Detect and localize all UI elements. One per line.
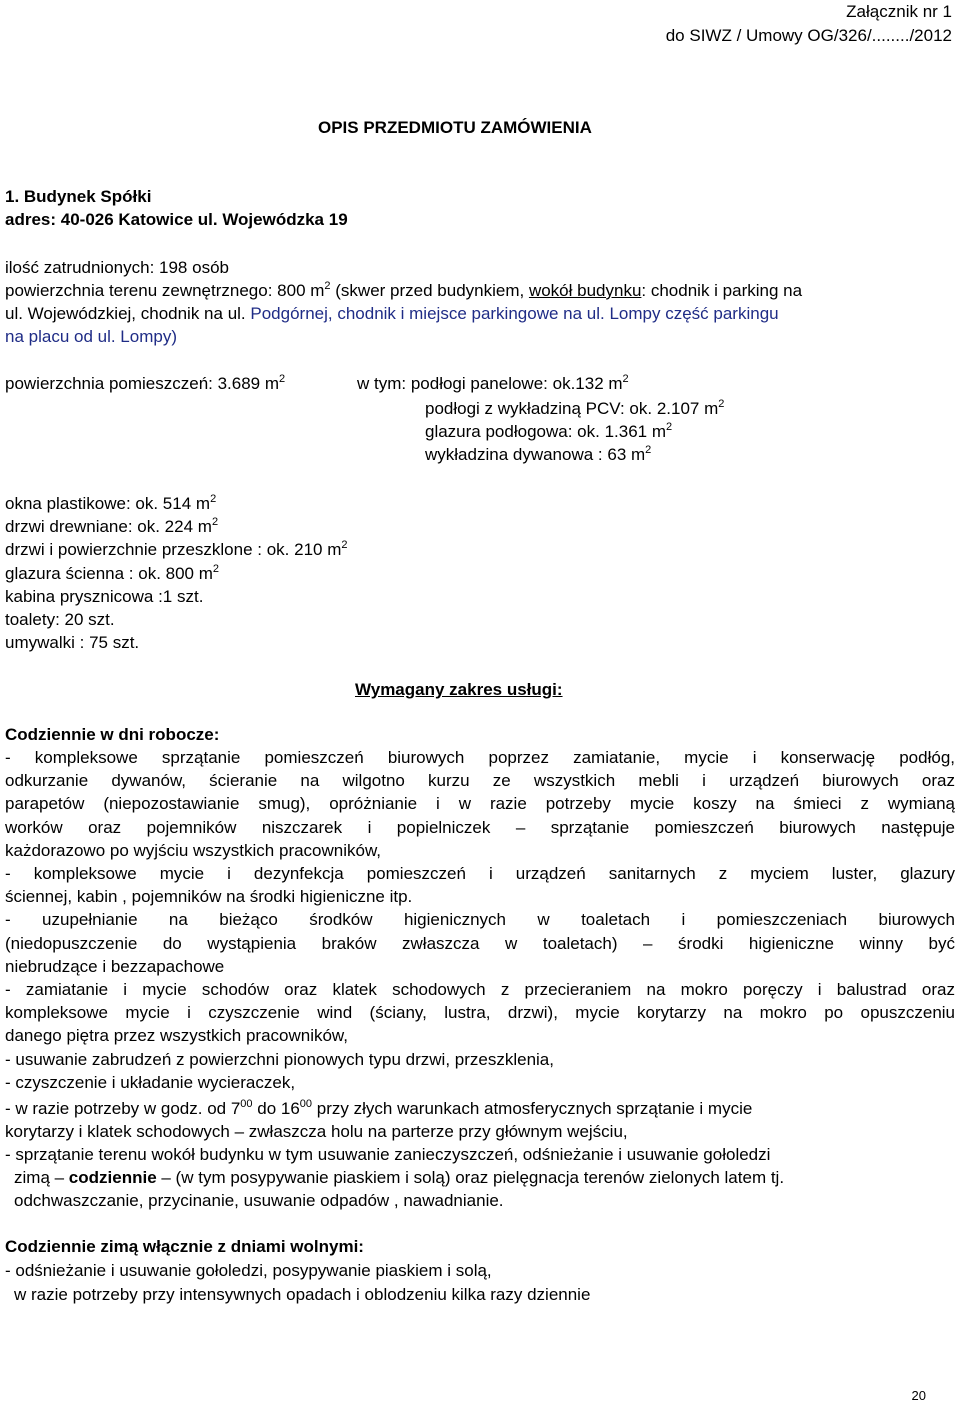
- list-item: wykładzina dywanowa : 63 $m^2$: [425, 444, 652, 464]
- paragraph-line: - kompleksowe sprzątanie pomieszczeń biurowych poprzez zamiatanie, mycie i konserwację podłóg,: [5, 748, 955, 767]
- page-number: 20: [911, 1388, 926, 1403]
- snow-line-3: odchwaszczanie, przycinanie, usuwanie odpadów , nawadnianie.: [14, 1191, 504, 1210]
- paragraph-line: - zamiatanie i mycie schodów oraz klatek schodowych z przecieraniem na mokro poręczy i balustrad oraz: [5, 980, 955, 1000]
- hours-line: - w razie potrzeby w godz. od $7^{00}$ do $16^{00}$ przy złych warunkach atmosferycznych sprzątanie i mycie: [5, 1098, 753, 1118]
- rooms-breakdown-list: [425, 397, 724, 466]
- building-section: [5, 185, 348, 231]
- paragraph-line: danego piętra przez wszystkich pracowników,: [5, 1026, 348, 1046]
- scope-title: Wymagany zakres usługi:: [355, 680, 563, 699]
- attachment-label: [666, 0, 952, 48]
- paragraph-line: ściennej, kabin , pojemników na środki higieniczne itp.: [5, 887, 413, 907]
- rooms-area: powierzchnia pomieszczeń: 3.689 $m^2$: [5, 373, 286, 393]
- winter-line-2: w razie potrzeby przy intensywnych opadach i oblodzeniu kilka razy dziennie: [14, 1285, 591, 1304]
- list-item: drzwi i powierzchnie przeszklone : ok. 210 $m^2$: [5, 539, 348, 560]
- list-item: okna plastikowe: ok. 514 $m^2$: [5, 493, 217, 513]
- paragraph-line: worków oraz pojemników niszczarek i popielniczek – sprzątanie pomieszczeń biurowych następuje: [5, 817, 955, 837]
- employee-count: ilość zatrudnionych: 198 osób: [5, 258, 229, 277]
- paragraph-line: - usuwanie zabrudzeń z powierzchni pionowych typu drzwi, przeszklenia,: [5, 1049, 554, 1069]
- attachment-number: Załącznik nr 1: [846, 2, 952, 21]
- snow-line-2: zimą – codziennie – (w tym posypywanie piaskiem i solą) oraz pielęgnacja terenów zielonych latem tj.: [14, 1168, 785, 1187]
- winter-line-1: - odśnieżanie i usuwanie gołoledzi, posypywanie piaskiem i solą,: [5, 1261, 492, 1280]
- daily-heading: Codziennie w dni robocze:: [5, 725, 220, 744]
- paragraph-line: kompleksowe mycie i czyszczenie wind (ściany, lustra, drzwi), mycie korytarzy na mokro po opuszczeniu: [5, 1003, 955, 1023]
- snow-line-1: - sprzątanie terenu wokół budynku w tym usuwanie zanieczyszczeń, odśnieżanie i usuwanie gołoledzi: [5, 1145, 771, 1164]
- building-address: adres: 40-026 Katowice ul. Wojewódzka 19: [5, 210, 348, 229]
- section-heading: 1. Budynek Spółki: [5, 187, 152, 206]
- rooms-breakdown-first: w tym: podłogi panelowe: ok.132 $m^2$: [357, 373, 629, 393]
- document-title: OPIS PRZEDMIOTU ZAMÓWIENIA: [318, 118, 592, 137]
- winter-heading: Codziennie zimą włącznie z dniami wolnymi:: [5, 1237, 364, 1256]
- list-item: glazura podłogowa: ok. 1.361 $m^2$: [425, 421, 673, 441]
- list-item: drzwi drewniane: ok. 224 $m^2$: [5, 516, 219, 537]
- daily-tasks: [5, 746, 955, 1094]
- paragraph-line: niebrudzące i bezzapachowe: [5, 956, 225, 976]
- list-item: podłogi z wykładziną PCV: ok. 2.107 $m^2$: [425, 398, 725, 418]
- paragraph-line: - uzupełnianie na bieżąco środków higienicznych w toaletach i pomieszczeniach biurowych: [5, 910, 955, 930]
- list-item: kabina prysznicowa :1 szt.: [5, 586, 204, 606]
- paragraph-line: odkurzanie dywanów, ścieranie na wilgotno kurzu ze wszystkich mebli i urządzeń biurowych oraz: [5, 771, 955, 791]
- list-item: glazura ścienna : ok. 800 $m^2$: [5, 562, 220, 583]
- terrain-description: powierzchnia terenu zewnętrznego: 800 $m^2$ (skwer przed budynkiem, wokół budynku: chodnik i parking na ul. Wojewódzkiej, chodnik na ul. Podgórnej, chodnik i miejsce parkingowe na ul. Lompy część parkingu na placu od ul. Lompy): [5, 280, 803, 346]
- list-item: umywalki : 75 szt.: [5, 633, 140, 653]
- paragraph-line: parapetów (niepozostawianie smug), opróżnianie i w razie potrzeby mycie koszy na śmieci z wymianą: [5, 794, 955, 814]
- paragraph-line: - czyszczenie i układanie wycieraczek,: [5, 1072, 296, 1092]
- list-item: toalety: 20 szt.: [5, 610, 115, 630]
- paragraph-line: (niedopuszczenie do wystąpienia braków zwłaszcza w toaletach) – środki higieniczne winny być: [5, 933, 955, 953]
- hours-line-2: korytarzy i klatek schodowych – zwłaszcza holu na parterze przy głównym wejściu,: [5, 1122, 628, 1141]
- paragraph-line: - kompleksowe mycie i dezynfekcja pomieszczeń i urządzeń sanitarnych z myciem luster, glazury: [5, 864, 955, 884]
- paragraph-line: każdorazowo po wyjściu wszystkich pracowników,: [5, 840, 382, 860]
- equipment-list: [5, 492, 348, 654]
- contract-reference: do SIWZ / Umowy OG/326/......../2012: [665, 26, 952, 45]
